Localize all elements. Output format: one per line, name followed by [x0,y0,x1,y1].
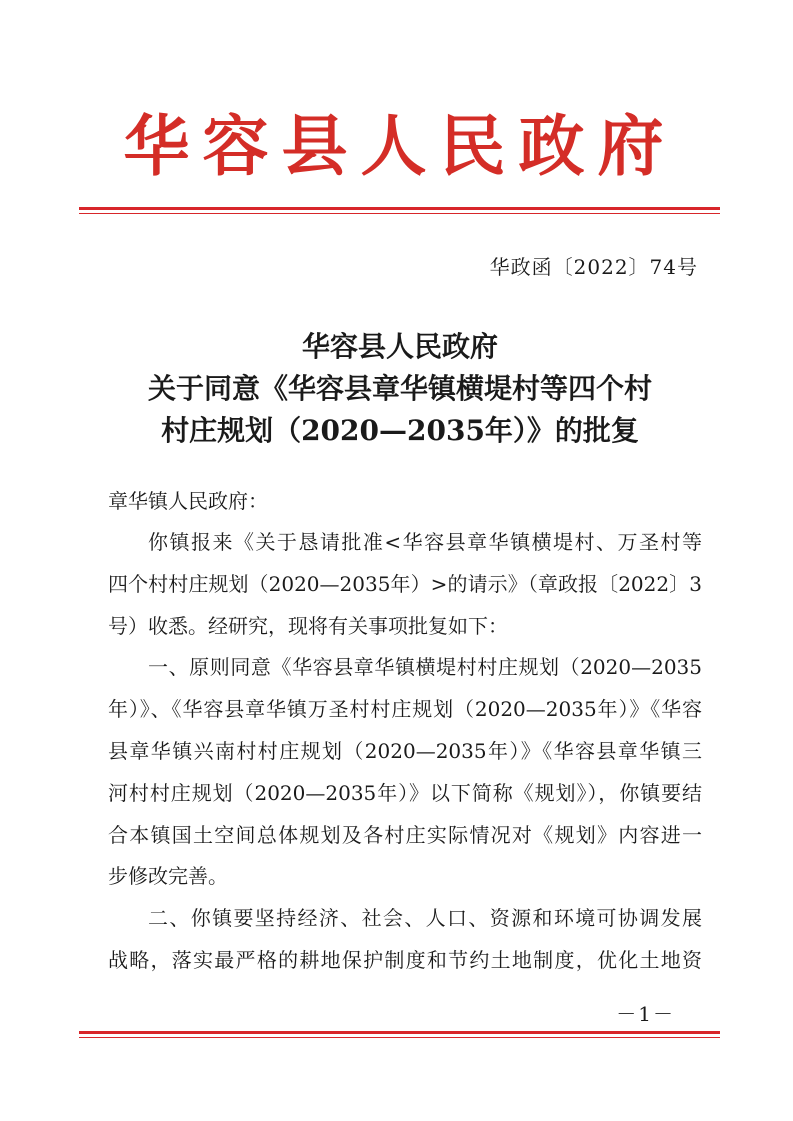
title-line-2: 关于同意《华容县章华镇横堤村等四个村 [147,372,652,405]
issuer-header: 华容县人民政府 [123,107,677,185]
footer-red-rule-thin [79,1037,720,1038]
title-line-1: 华容县人民政府 [301,330,498,363]
document-title [90,326,710,452]
paragraph-line: 二、你镇要坚持经济、社会、人口、资源和环境可协调发展 [148,906,702,931]
paragraph-line: 河村村庄规划（2020—2035年）》以下简称《规划》），你镇要结 [108,780,702,805]
paragraph-line: 战略，落实最严格的耕地保护制度和节约土地制度，优化土地资 [108,947,702,972]
footer-red-rule [79,1031,720,1034]
paragraph-line: 步修改完善。 [108,864,228,889]
document-body [108,480,702,982]
paragraph-line: 县章华镇兴南村村庄规划（2020—2035年）》《华容县章华镇三 [108,738,702,763]
document-number: 华政函〔2022〕74号 [489,255,698,279]
paragraph-line: 四个村村庄规划（2020—2035年）>的请示》（章政报〔2022〕3 [108,571,702,596]
paragraph-line: 一、原则同意《华容县章华镇横堤村村庄规划（2020—2035 [148,655,702,680]
paragraph-3 [108,898,702,982]
paragraph-line: 你镇报来《关于恳请批准<华容县章华镇横堤村、万圣村等 [148,530,702,554]
paragraph-line: 号）收悉。经研究，现将有关事项批复如下： [108,613,508,638]
page-number: －1－ [616,1002,675,1026]
paragraph-1 [108,522,702,647]
title-line-3: 村庄规划（2020—2035年）》的批复 [161,414,639,447]
paragraph-2 [108,647,702,898]
paragraph-line: 合本镇国土空间总体规划及各村庄实际情况对《规划》内容进一 [108,822,702,847]
header-red-rule [79,207,720,210]
addressee: 章华镇人民政府： [108,489,268,513]
paragraph-line: 年）》、《华容县章华镇万圣村村庄规划（2020—2035年）》《华容 [108,697,702,722]
header-red-rule-thin [79,213,720,214]
